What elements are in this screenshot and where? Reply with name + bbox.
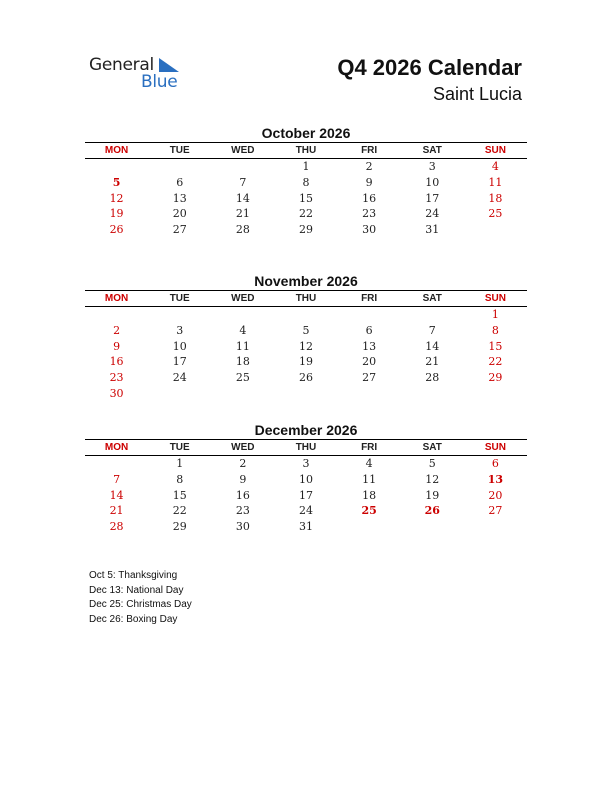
day-cell: 20	[362, 355, 377, 369]
holiday-entry: Oct 5: Thanksgiving	[89, 570, 178, 581]
day-cell: 24	[298, 504, 313, 518]
week-row	[85, 323, 527, 339]
day-cell: 19	[298, 355, 313, 369]
holiday-entry: Dec 26: Boxing Day	[89, 613, 178, 625]
day-cell: 22	[298, 207, 313, 221]
day-cell: 3	[428, 160, 436, 173]
brand-logo	[89, 55, 199, 95]
day-cell: 6	[176, 175, 184, 189]
day-cell: 10	[425, 175, 440, 189]
day-cell: 13	[172, 191, 187, 205]
day-cell: 28	[235, 223, 250, 237]
weekday-label: SAT	[422, 442, 442, 453]
day-cell: 24	[172, 371, 187, 385]
week-row	[85, 191, 527, 207]
month-title: November 2026	[254, 273, 358, 289]
day-cell	[211, 386, 274, 402]
day-cell: 26	[298, 371, 313, 385]
logo-triangle-icon	[159, 58, 179, 72]
day-cell	[85, 456, 148, 472]
day-cell	[85, 307, 148, 323]
weekday-label: FRI	[361, 442, 378, 453]
day-cell: 21	[425, 355, 440, 369]
day-cell	[148, 386, 211, 402]
weekday-label: FRI	[361, 293, 378, 304]
holiday-entry: Dec 13: National Day	[89, 584, 184, 596]
day-cell: 22	[488, 355, 503, 369]
day-cell: 2	[365, 160, 373, 173]
holiday-day-cell: 25	[361, 504, 377, 518]
day-cell: 18	[488, 191, 503, 205]
day-cell: 27	[172, 223, 187, 237]
weekday-label: SAT	[422, 293, 442, 304]
day-cell: 10	[298, 472, 313, 486]
day-cell: 16	[235, 488, 250, 502]
day-cell: 4	[239, 323, 247, 337]
weekday-header-row	[85, 439, 527, 456]
day-cell: 28	[425, 371, 440, 385]
day-cell: 31	[298, 520, 313, 534]
day-cell: 21	[109, 504, 124, 518]
day-cell: 23	[109, 371, 124, 385]
weekday-label: SUN	[484, 145, 506, 156]
weekday-label: SUN	[484, 442, 506, 453]
day-cell: 3	[176, 323, 184, 337]
week-row	[85, 206, 527, 222]
weekday-header-row	[85, 142, 527, 159]
day-cell: 30	[109, 386, 124, 400]
week-row	[85, 175, 527, 191]
week-row	[85, 503, 527, 519]
day-cell: 25	[488, 207, 503, 221]
day-cell: 30	[235, 520, 250, 534]
week-row	[85, 339, 527, 355]
day-cell: 2	[113, 323, 121, 337]
holiday-day-cell: 13	[487, 472, 504, 486]
day-cell: 19	[425, 488, 440, 502]
day-cell: 15	[172, 488, 187, 502]
day-cell: 18	[235, 355, 250, 369]
day-cell: 14	[235, 191, 250, 205]
day-cell: 8	[302, 175, 310, 189]
weekday-header-row	[85, 290, 527, 307]
weekday-label: THU	[295, 442, 317, 453]
day-cell: 14	[425, 339, 440, 353]
day-cell: 12	[298, 339, 313, 353]
weekday-label: THU	[295, 293, 317, 304]
day-cell: 1	[491, 308, 499, 321]
day-cell: 15	[298, 191, 313, 205]
day-cell: 18	[362, 488, 377, 502]
day-cell: 15	[488, 339, 503, 353]
day-cell	[338, 386, 401, 402]
day-cell: 6	[491, 457, 499, 470]
day-cell: 5	[428, 457, 436, 470]
weekday-label: THU	[295, 145, 317, 156]
weekday-label: MON	[104, 145, 129, 156]
day-cell	[274, 307, 337, 323]
day-cell: 11	[235, 339, 250, 353]
day-cell: 9	[239, 472, 247, 486]
holiday-day-cell: 26	[424, 504, 440, 518]
day-cell: 4	[365, 457, 373, 470]
day-cell: 25	[235, 371, 250, 385]
day-cell: 27	[488, 504, 503, 518]
day-cell: 16	[109, 355, 124, 369]
day-cell: 29	[488, 371, 503, 385]
day-cell	[148, 159, 211, 175]
weekday-label: MON	[104, 293, 129, 304]
day-cell: 2	[239, 457, 247, 470]
weekday-label: WED	[231, 293, 255, 304]
day-cell: 12	[425, 472, 440, 486]
day-cell: 20	[172, 207, 187, 221]
day-cell: 9	[365, 175, 373, 189]
day-cell	[401, 519, 464, 535]
day-cell	[274, 386, 337, 402]
day-cell: 13	[362, 339, 377, 353]
day-cell: 8	[491, 323, 499, 337]
week-row	[85, 370, 527, 386]
day-cell: 28	[109, 520, 124, 534]
weekday-label: SUN	[484, 293, 506, 304]
day-cell: 6	[365, 323, 373, 337]
day-cell: 1	[176, 457, 184, 470]
day-cell: 1	[302, 160, 310, 173]
day-cell: 4	[491, 160, 499, 173]
day-cell	[464, 222, 527, 238]
month-november	[85, 272, 527, 402]
day-cell: 12	[109, 191, 124, 205]
day-cell: 8	[176, 472, 184, 486]
week-row	[85, 222, 527, 238]
holiday-day-cell: 5	[112, 175, 121, 189]
holiday-entry: Dec 25: Christmas Day	[89, 599, 192, 610]
day-cell	[211, 307, 274, 323]
day-cell: 26	[109, 223, 124, 237]
day-cell	[148, 307, 211, 323]
day-cell: 9	[113, 339, 121, 353]
weekday-label: WED	[231, 442, 255, 453]
week-row	[85, 472, 527, 488]
weekday-label: TUE	[169, 442, 190, 453]
day-cell: 29	[298, 223, 313, 237]
day-cell: 11	[488, 175, 503, 189]
day-cell: 29	[172, 520, 187, 534]
month-title: October 2026	[261, 125, 351, 141]
day-cell: 5	[302, 323, 310, 337]
day-cell	[338, 307, 401, 323]
day-cell: 19	[109, 207, 124, 221]
day-cell: 14	[109, 488, 124, 502]
weekday-label: SAT	[422, 145, 442, 156]
week-row	[85, 307, 527, 323]
week-row	[85, 386, 527, 402]
day-cell	[401, 307, 464, 323]
day-cell: 23	[362, 207, 377, 221]
day-cell: 16	[362, 191, 377, 205]
day-cell	[211, 159, 274, 175]
week-row	[85, 456, 527, 472]
day-cell: 17	[425, 191, 440, 205]
day-cell: 21	[235, 207, 250, 221]
week-row	[85, 354, 527, 370]
logo-text-blue: Blue	[141, 72, 178, 92]
day-cell: 20	[488, 488, 503, 502]
week-row	[85, 488, 527, 504]
week-row	[85, 519, 527, 535]
day-cell: 17	[172, 355, 187, 369]
day-cell: 24	[425, 207, 440, 221]
day-cell: 7	[428, 323, 436, 337]
day-cell: 7	[113, 472, 121, 486]
month-title: December 2026	[254, 422, 358, 438]
week-row	[85, 159, 527, 175]
page-title: Q4 2026 Calendar	[337, 55, 522, 80]
day-cell: 30	[362, 223, 377, 237]
month-december	[85, 421, 527, 535]
day-cell: 23	[235, 504, 250, 518]
weekday-label: TUE	[169, 145, 190, 156]
weekday-label: MON	[104, 442, 129, 453]
day-cell	[464, 386, 527, 402]
logo-text-general: General	[89, 55, 154, 75]
page-subtitle: Saint Lucia	[432, 84, 522, 104]
day-cell: 7	[239, 175, 247, 189]
weekday-label: WED	[231, 145, 255, 156]
day-cell: 31	[425, 223, 440, 237]
day-cell	[401, 386, 464, 402]
day-cell	[464, 519, 527, 535]
day-cell: 17	[298, 488, 313, 502]
holiday-list	[89, 569, 192, 627]
day-cell	[85, 159, 148, 175]
day-cell	[338, 519, 401, 535]
weekday-label: FRI	[361, 145, 378, 156]
day-cell: 11	[362, 472, 377, 486]
month-october	[85, 124, 527, 238]
day-cell: 3	[302, 457, 310, 470]
day-cell: 22	[172, 504, 187, 518]
day-cell: 27	[362, 371, 377, 385]
day-cell: 10	[172, 339, 187, 353]
weekday-label: TUE	[169, 293, 190, 304]
